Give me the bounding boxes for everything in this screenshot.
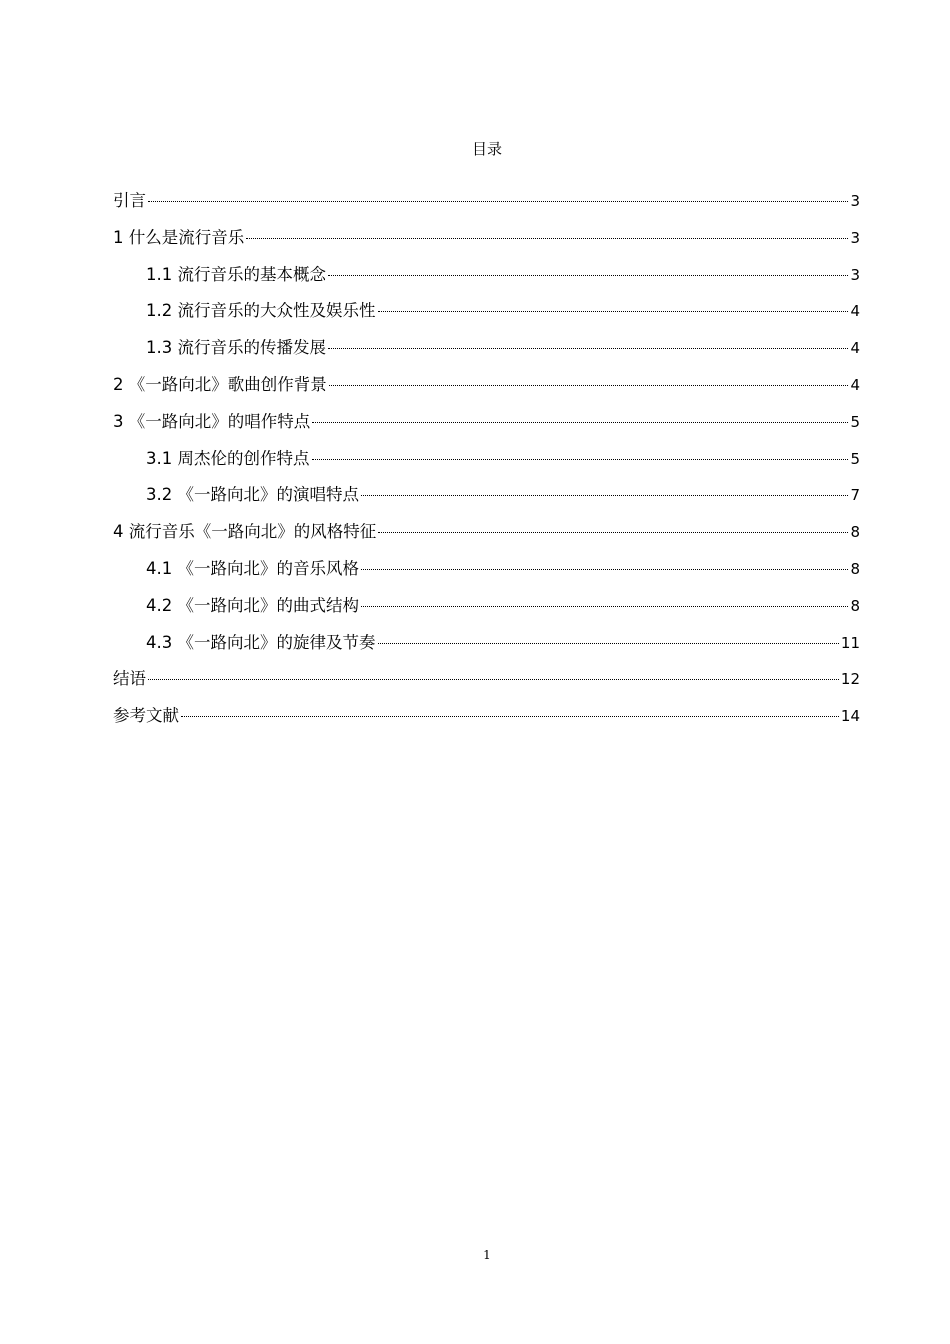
toc-entry-label: 3.1 周杰伦的创作特点 bbox=[146, 448, 310, 468]
toc-entry-page: 4 bbox=[850, 375, 860, 394]
toc-entry-page: 8 bbox=[850, 523, 860, 542]
toc-entry-page: 8 bbox=[850, 596, 860, 615]
toc-entry-chapter-2[interactable] bbox=[113, 367, 860, 404]
toc-entry-label: 1.3 流行音乐的传播发展 bbox=[146, 338, 326, 358]
toc-dot-leader bbox=[361, 569, 848, 570]
toc-entry-page: 4 bbox=[850, 302, 860, 321]
toc-dot-leader bbox=[378, 311, 849, 312]
toc-dot-leader bbox=[378, 643, 839, 644]
toc-dot-leader bbox=[312, 422, 848, 423]
toc-dot-leader bbox=[312, 459, 849, 460]
toc-dot-leader bbox=[181, 716, 839, 717]
toc-entry-label: 4.3 《一路向北》的旋律及节奏 bbox=[146, 632, 376, 652]
toc-dot-leader bbox=[361, 495, 848, 496]
toc-dot-leader bbox=[378, 532, 848, 533]
toc-dot-leader bbox=[148, 679, 839, 680]
toc-entry-references[interactable] bbox=[113, 698, 860, 735]
toc-dot-leader bbox=[328, 348, 848, 349]
toc-entry-label: 参考文献 bbox=[113, 706, 179, 726]
toc-entry-chapter-3[interactable] bbox=[113, 404, 860, 441]
toc-entry-page: 7 bbox=[850, 486, 860, 505]
toc-entry-page: 3 bbox=[850, 192, 860, 210]
toc-entry-page: 4 bbox=[850, 339, 860, 358]
toc-entry-label: 3.2 《一路向北》的演唱特点 bbox=[146, 485, 359, 505]
toc-entry-label: 1.2 流行音乐的大众性及娱乐性 bbox=[146, 301, 376, 321]
toc-entry-chapter-1[interactable] bbox=[113, 220, 860, 257]
toc-entry-section-3-2[interactable] bbox=[113, 477, 860, 514]
toc-entry-introduction[interactable] bbox=[113, 183, 860, 220]
toc-entry-section-4-1[interactable] bbox=[113, 551, 860, 588]
toc-entry-page: 5 bbox=[850, 412, 860, 431]
toc-entry-section-1-1[interactable] bbox=[113, 257, 860, 294]
toc-dot-leader bbox=[246, 238, 848, 239]
toc-entry-page: 14 bbox=[840, 707, 860, 726]
toc-entry-page: 3 bbox=[850, 265, 860, 284]
toc-entry-label: 结语 bbox=[113, 669, 146, 689]
toc-dot-leader bbox=[361, 606, 848, 607]
toc-entry-label: 1.1 流行音乐的基本概念 bbox=[146, 264, 326, 284]
toc-entry-label: 1 什么是流行音乐 bbox=[113, 227, 245, 247]
toc-dot-leader bbox=[329, 385, 849, 386]
toc-entry-label: 4 流行音乐《一路向北》的风格特征 bbox=[113, 522, 377, 542]
toc-entry-page: 8 bbox=[850, 559, 860, 578]
toc-entry-conclusion[interactable] bbox=[113, 661, 860, 698]
toc-entry-page: 5 bbox=[850, 449, 860, 468]
toc-entry-page: 12 bbox=[840, 670, 860, 689]
toc-dot-leader bbox=[328, 275, 848, 276]
toc-entry-section-4-3[interactable] bbox=[113, 625, 860, 662]
toc-title: 目录 bbox=[471, 140, 502, 158]
toc-entry-label: 4.1 《一路向北》的音乐风格 bbox=[146, 558, 359, 578]
toc-entry-chapter-4[interactable] bbox=[113, 514, 860, 551]
toc-entry-label: 引言 bbox=[113, 191, 146, 210]
toc-entry-page: 3 bbox=[850, 228, 860, 247]
toc-entry-label: 3 《一路向北》的唱作特点 bbox=[113, 411, 311, 431]
toc-entry-section-4-2[interactable] bbox=[113, 588, 860, 625]
toc-entry-section-1-3[interactable] bbox=[113, 330, 860, 367]
toc-entry-label: 2 《一路向北》歌曲创作背景 bbox=[113, 374, 327, 394]
table-of-contents bbox=[113, 183, 860, 735]
toc-entry-page: 11 bbox=[840, 633, 860, 652]
toc-dot-leader bbox=[148, 201, 848, 202]
page-number: 1 bbox=[483, 1248, 491, 1262]
toc-entry-section-1-2[interactable] bbox=[113, 293, 860, 330]
toc-entry-section-3-1[interactable] bbox=[113, 441, 860, 478]
toc-entry-label: 4.2 《一路向北》的曲式结构 bbox=[146, 595, 359, 615]
